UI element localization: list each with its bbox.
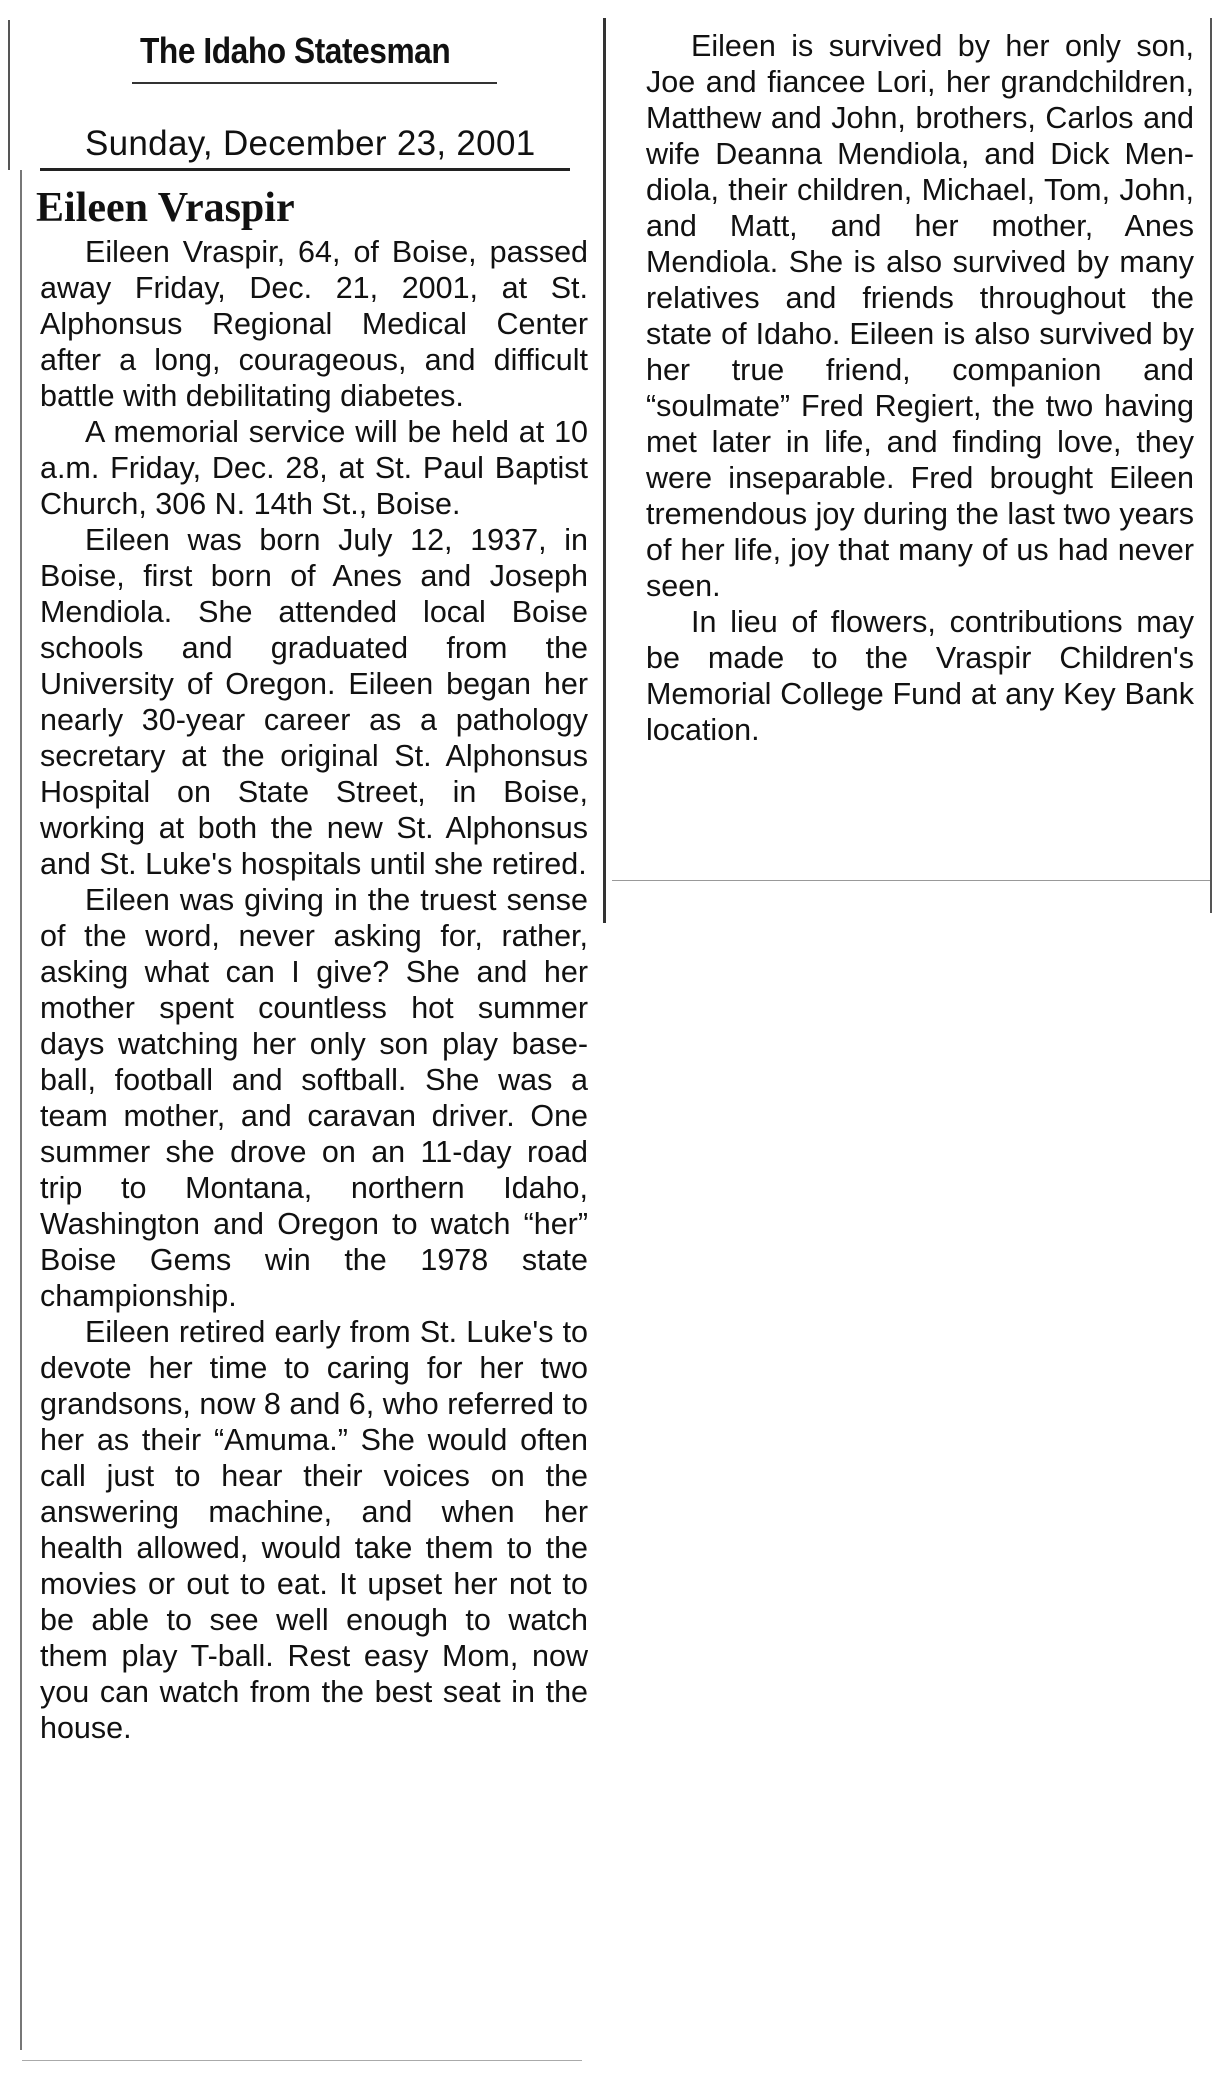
- left-column-rule: [20, 170, 22, 2050]
- paragraph: A memorial service will be held at 10 a.m. Friday, Dec. 28, at St. Paul Baptist Church, 306 N. 14th St., Boise.: [40, 415, 588, 521]
- paragraph: Eileen Vraspir, 64, of Boise, passed away Friday, Dec. 21, 2001, at St. Alphonsus Regional Medical Center after a long, courageous, and difficult battle with debilitating diabetes.: [40, 235, 588, 413]
- column-divider-rule: [603, 18, 606, 923]
- right-column-bottom-rule: [612, 880, 1210, 881]
- paragraph: Eileen was born July 12, 1937, in Boise, first born of Anes and Joseph Mendiola. She attended local Boise schools and graduated from the University of Oregon. Eileen began her nearly 30-year career as a pathology secretary at the original St. Alphonsus Hospital on State Street, in Boise, working at both the new St. Alphonsus and St. Luke's hospitals until she retired.: [40, 523, 588, 881]
- obituary-headline: Eileen Vraspir: [36, 185, 295, 231]
- left-column-bottom-rule: [22, 2060, 582, 2061]
- paragraph: Eileen retired early from St. Luke's to devote her time to caring for her two grandsons, now 8 and 6, who referred to her as their “Amuma.” She would often call just to hear their voices on the answering machine, and when her health allowed, would take them to the movies or out to eat. It upset her not to be able to see well enough to watch them play T-ball. Rest easy Mom, now you can watch from the best seat in the house.: [40, 1315, 588, 1745]
- paragraph: Eileen was giving in the truest sense of the word, never asking for, rather, asking what can I give? She and her mother spent countless hot summer days watching her only son play baseball, football and softball. She was a team mother, and caravan driver. One summer she drove on an 11-day road trip to Montana, northern Idaho, Washington and Oregon to watch “her” Boise Gems win the 1978 state championship.: [40, 883, 588, 1313]
- date-underline: [40, 168, 570, 171]
- left-border-rule: [8, 20, 10, 170]
- left-text-column: [40, 234, 588, 1746]
- publication-date: Sunday, December 23, 2001: [85, 124, 536, 163]
- paragraph: Eileen is survived by her only son, Joe and fiancee Lori, her grandchildren, Matthew and John, brothers, Carlos and wife Deanna Mendiola, and Dick Mendiola, their children, Michael, Tom, John, and Matt, and her mother, Anes Mendiola. She is also survived by many relatives and friends throughout the state of Idaho. Eileen is also survived by her true friend, companion and “soulmate” Fred Regiert, the two having met later in life, and finding love, they were inseparable. Fred brought Eileen tremendous joy during the last two years of her life, joy that many of us had never seen.: [646, 29, 1194, 603]
- right-border-rule: [1210, 18, 1212, 913]
- newspaper-masthead: The Idaho Statesman: [140, 30, 451, 71]
- masthead-underline: [132, 82, 497, 84]
- right-text-column: [646, 28, 1194, 748]
- paragraph: In lieu of flowers, contributions may be made to the Vraspir Children's Memorial College Fund at any Key Bank location.: [646, 605, 1194, 747]
